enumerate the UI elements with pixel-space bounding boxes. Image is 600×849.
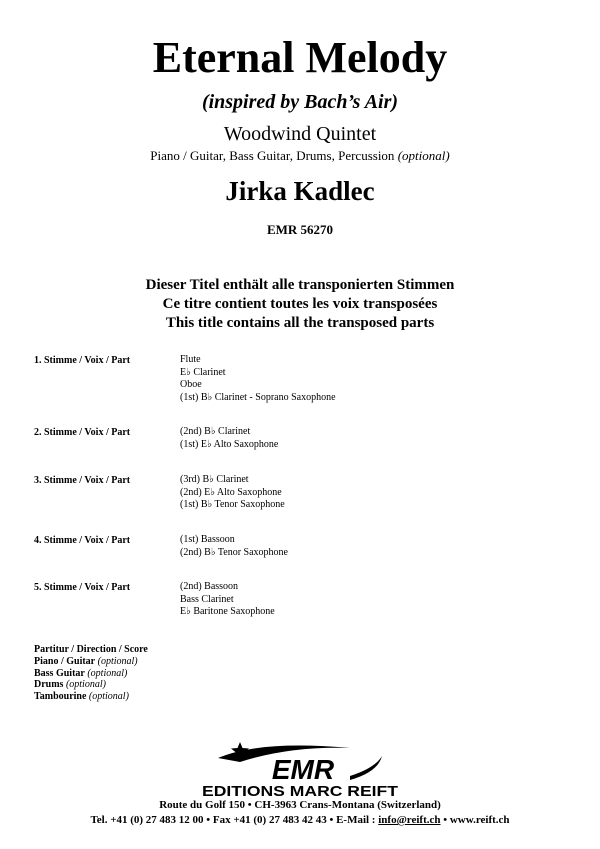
catalog-number: EMR 56270 — [266, 222, 334, 237]
extras-list — [34, 644, 148, 703]
part-2-instruments — [180, 426, 278, 451]
composer: Jirka Kadlec — [225, 176, 375, 206]
part-2-label: 2. Stimme / Voix / Part — [34, 427, 131, 438]
instrumentation-optional: (optional) — [397, 148, 450, 163]
publisher-address: Route du Golf 150 • CH-3963 Crans-Montana (Switzerland) — [159, 799, 441, 811]
part-instrument: (2nd) B♭ Tenor Saxophone — [180, 546, 288, 558]
part-3-instruments — [180, 474, 285, 512]
part-instrument: E♭ Clarinet — [180, 366, 226, 378]
part-5-label: 5. Stimme / Voix / Part — [34, 582, 131, 593]
part-instrument: (1st) B♭ Tenor Saxophone — [180, 499, 285, 510]
transposed-notice-french: Ce titre contient toutes les voix transposées — [162, 296, 438, 312]
transposed-notice-german: Dieser Titel enthält alle transponierten Stimmen — [145, 277, 455, 293]
contact-phone-fax: Tel. +41 (0) 27 483 12 00 • Fax +41 (0) 27 483 42 43 • E-Mail : — [90, 814, 379, 826]
score-title: Eternal Melody — [152, 33, 448, 82]
part-instrument: (3rd) B♭ Clarinet — [180, 474, 249, 485]
part-instrument: (1st) E♭ Alto Saxophone — [180, 438, 279, 450]
instrumentation — [0, 148, 600, 164]
part-3-label: 3. Stimme / Voix / Part — [34, 475, 131, 486]
extra-item: Tambourine (optional) — [34, 691, 129, 703]
email-link[interactable]: info@reift.ch — [378, 814, 441, 826]
part-1-instruments — [180, 354, 336, 404]
part-instrument: Oboe — [180, 379, 202, 390]
extra-item: Bass Guitar (optional) — [34, 667, 128, 679]
part-instrument: Bass Clarinet — [180, 593, 234, 605]
part-1-label: 1. Stimme / Voix / Part — [34, 355, 131, 366]
part-4-label: 4. Stimme / Voix / Part — [34, 535, 131, 546]
score-subtitle: (inspired by Bach’s Air) — [201, 91, 399, 113]
transposed-notice-english: This title contains all the transposed parts — [165, 315, 435, 331]
extra-item: Partitur / Direction / Score — [34, 644, 148, 655]
instrumentation-main: Piano / Guitar, Bass Guitar, Drums, Percussion — [150, 148, 395, 163]
part-instrument: (1st) B♭ Clarinet - Soprano Saxophone — [180, 391, 336, 403]
emr-logo — [200, 738, 400, 798]
logo-text: EMR — [271, 754, 335, 785]
publisher-name: EDITIONS MARC REIFT — [202, 783, 398, 798]
extra-item: Drums (optional) — [34, 679, 106, 691]
part-instrument: E♭ Baritone Saxophone — [180, 606, 275, 617]
part-instrument: (2nd) E♭ Alto Saxophone — [180, 486, 282, 498]
part-instrument: (2nd) B♭ Clarinet — [180, 426, 251, 437]
ensemble: Woodwind Quintet — [223, 123, 377, 145]
extra-item: Piano / Guitar (optional) — [34, 655, 138, 667]
part-instrument: (2nd) Bassoon — [180, 581, 239, 592]
website-link[interactable]: • www.reift.ch — [440, 814, 510, 826]
publisher-contact — [0, 813, 600, 827]
part-instrument: (1st) Bassoon — [180, 534, 235, 545]
part-5-instruments — [180, 581, 275, 619]
part-instrument: Flute — [180, 354, 201, 365]
part-4-instruments — [180, 534, 288, 559]
